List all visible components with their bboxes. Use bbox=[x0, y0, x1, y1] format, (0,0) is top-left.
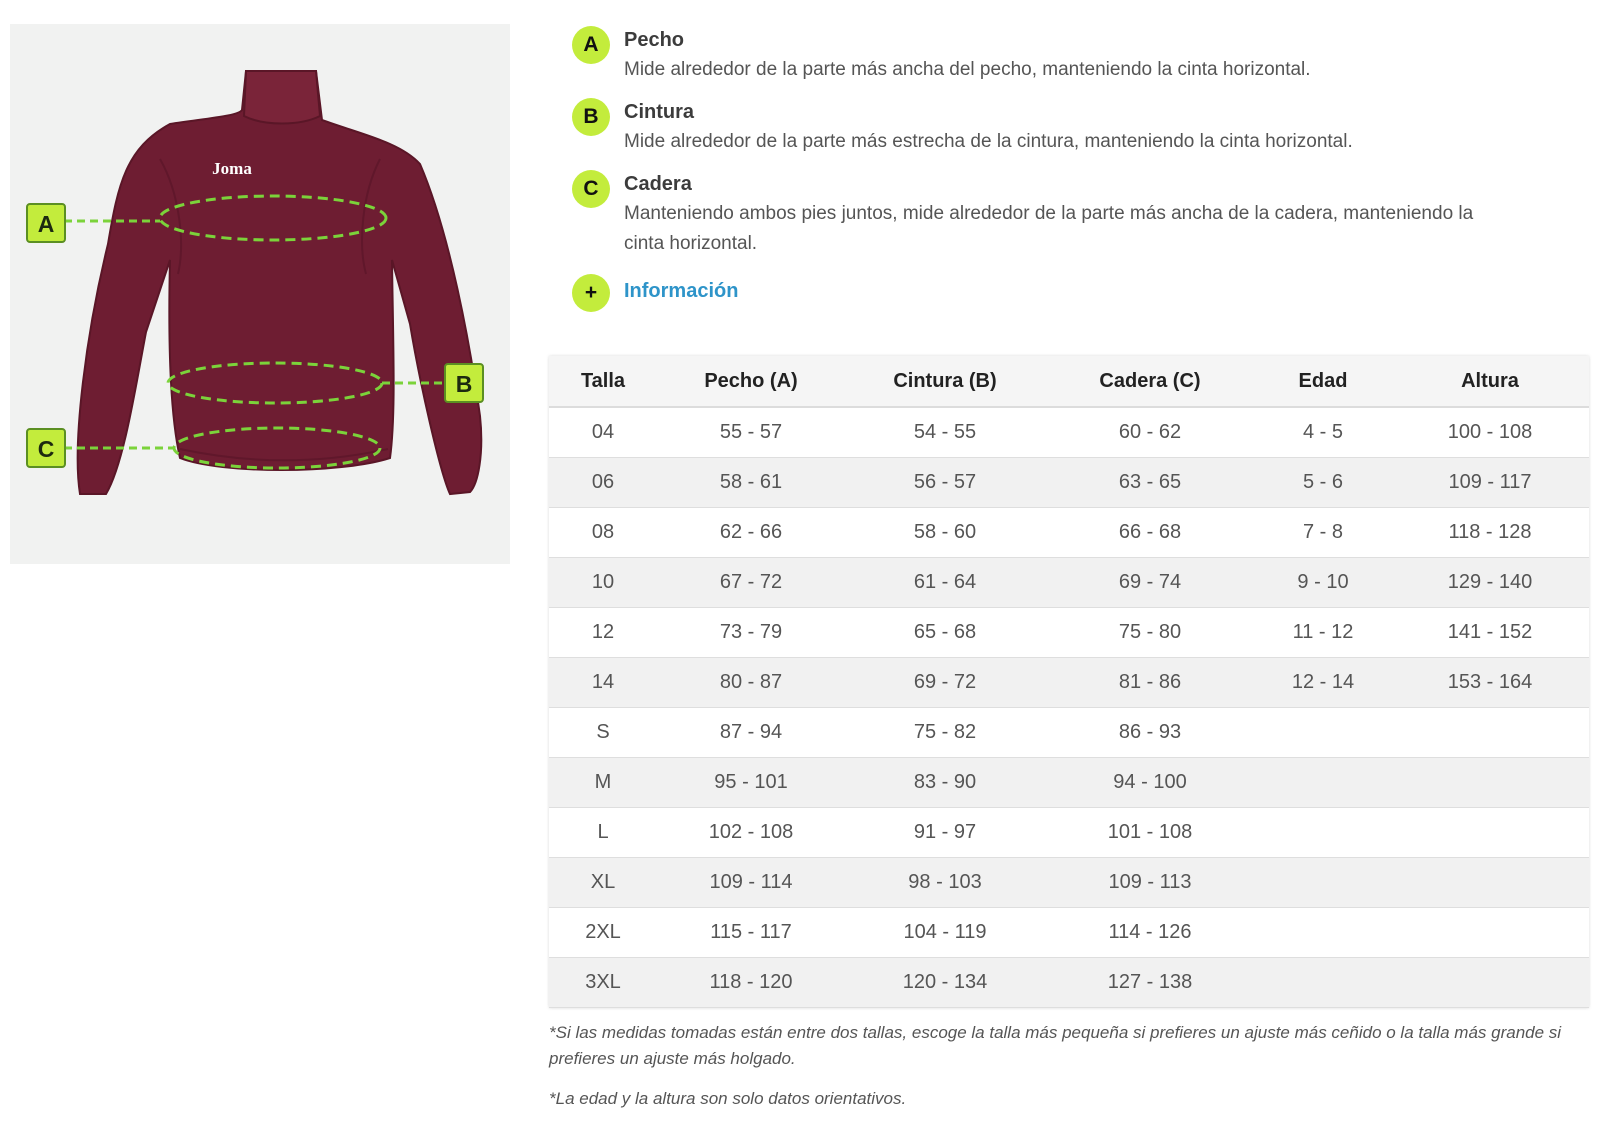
svg-text:A: A bbox=[37, 211, 55, 237]
table-cell: 94 - 100 bbox=[1045, 758, 1255, 808]
size-table bbox=[549, 356, 1589, 1008]
table-cell: 98 - 103 bbox=[845, 858, 1045, 908]
table-cell: 153 - 164 bbox=[1391, 658, 1589, 708]
table-cell bbox=[1255, 858, 1391, 908]
table-cell: 11 - 12 bbox=[1255, 608, 1391, 658]
table-cell: 4 - 5 bbox=[1255, 407, 1391, 458]
table-cell: 9 - 10 bbox=[1255, 558, 1391, 608]
measurement-figure bbox=[10, 24, 510, 564]
jacket-illustration bbox=[10, 24, 510, 564]
table-cell: 66 - 68 bbox=[1045, 508, 1255, 558]
table-cell: 04 bbox=[549, 407, 657, 458]
table-cell: 118 - 120 bbox=[657, 958, 845, 1008]
table-cell: XL bbox=[549, 858, 657, 908]
table-cell: 83 - 90 bbox=[845, 758, 1045, 808]
table-cell: 129 - 140 bbox=[1391, 558, 1589, 608]
table-row bbox=[549, 708, 1589, 758]
table-row bbox=[549, 558, 1589, 608]
table-cell: 12 - 14 bbox=[1255, 658, 1391, 708]
table-cell: 104 - 119 bbox=[845, 908, 1045, 958]
brand-logo: Joma bbox=[212, 159, 252, 178]
legend-title: Cintura bbox=[624, 101, 694, 123]
table-cell: M bbox=[549, 758, 657, 808]
table-cell: 75 - 82 bbox=[845, 708, 1045, 758]
table-cell: 101 - 108 bbox=[1045, 808, 1255, 858]
table-cell: 61 - 64 bbox=[845, 558, 1045, 608]
table-cell: 06 bbox=[549, 458, 657, 508]
table-cell bbox=[1391, 758, 1589, 808]
legend-desc: Mide alrededor de la parte más ancha del pecho, manteniendo la cinta horizontal. bbox=[624, 59, 1311, 80]
table-cell: 80 - 87 bbox=[657, 658, 845, 708]
table-cell: 109 - 113 bbox=[1045, 858, 1255, 908]
table-cell: 114 - 126 bbox=[1045, 908, 1255, 958]
legend-item-chest bbox=[572, 26, 1572, 98]
table-cell: 100 - 108 bbox=[1391, 407, 1589, 458]
table-cell: 127 - 138 bbox=[1045, 958, 1255, 1008]
legend-item-hip bbox=[572, 170, 1504, 274]
table-cell bbox=[1255, 708, 1391, 758]
table-cell: 14 bbox=[549, 658, 657, 708]
legend-desc: Mide alrededor de la parte más estrecha de la cintura, manteniendo la cinta horizontal. bbox=[624, 131, 1353, 152]
table-cell: 120 - 134 bbox=[845, 958, 1045, 1008]
table-row bbox=[549, 808, 1589, 858]
table-cell: 60 - 62 bbox=[1045, 407, 1255, 458]
table-row bbox=[549, 958, 1589, 1008]
table-cell: 118 - 128 bbox=[1391, 508, 1589, 558]
legend-title: Pecho bbox=[624, 29, 685, 51]
table-cell: L bbox=[549, 808, 657, 858]
hip-badge: C bbox=[572, 170, 610, 208]
table-row bbox=[549, 407, 1589, 458]
table-row bbox=[549, 508, 1589, 558]
table-cell: 12 bbox=[549, 608, 657, 658]
table-cell bbox=[1255, 758, 1391, 808]
measurement-legend bbox=[572, 26, 1572, 314]
header-chest: Pecho (A) bbox=[657, 356, 845, 407]
fit-note: *Si las medidas tomadas están entre dos tallas, escoge la talla más pequeña si prefieres un ajuste más ceñido o la talla más grande si prefieres un ajuste más holgado. bbox=[549, 1023, 1562, 1068]
table-cell: 7 - 8 bbox=[1255, 508, 1391, 558]
table-cell: 86 - 93 bbox=[1045, 708, 1255, 758]
svg-text:B: B bbox=[455, 371, 473, 397]
table-cell: 95 - 101 bbox=[657, 758, 845, 808]
table-cell bbox=[1391, 958, 1589, 1008]
chest-badge: A bbox=[572, 26, 610, 64]
table-cell: 81 - 86 bbox=[1045, 658, 1255, 708]
header-height: Altura bbox=[1391, 356, 1589, 407]
table-row bbox=[549, 858, 1589, 908]
table-row bbox=[549, 908, 1589, 958]
callout-b bbox=[445, 364, 483, 402]
table-cell bbox=[1255, 808, 1391, 858]
header-size: Talla bbox=[549, 356, 657, 407]
table-cell: 87 - 94 bbox=[657, 708, 845, 758]
table-cell: 54 - 55 bbox=[845, 407, 1045, 458]
table-cell: 67 - 72 bbox=[657, 558, 845, 608]
table-cell bbox=[1391, 708, 1589, 758]
header-hip: Cadera (C) bbox=[1045, 356, 1255, 407]
table-header-row bbox=[549, 356, 1589, 407]
svg-text:C: C bbox=[37, 436, 55, 462]
legend-desc: Manteniendo ambos pies juntos, mide alrededor de la parte más ancha de la cadera, manteniendo la cinta horizontal. bbox=[624, 203, 1474, 254]
table-cell: 10 bbox=[549, 558, 657, 608]
header-waist: Cintura (B) bbox=[845, 356, 1045, 407]
orientative-note: *La edad y la altura son solo datos orientativos. bbox=[549, 1089, 907, 1108]
table-cell: 2XL bbox=[549, 908, 657, 958]
table-cell: 62 - 66 bbox=[657, 508, 845, 558]
header-age: Edad bbox=[1255, 356, 1391, 407]
table-row bbox=[549, 758, 1589, 808]
table-row bbox=[549, 608, 1589, 658]
table-cell bbox=[1255, 908, 1391, 958]
table-row bbox=[549, 658, 1589, 708]
table-cell: 115 - 117 bbox=[657, 908, 845, 958]
table-cell: 91 - 97 bbox=[845, 808, 1045, 858]
plus-icon[interactable]: + bbox=[572, 274, 610, 312]
table-cell: 102 - 108 bbox=[657, 808, 845, 858]
table-cell: 109 - 114 bbox=[657, 858, 845, 908]
table-cell: 69 - 74 bbox=[1045, 558, 1255, 608]
table-cell: 5 - 6 bbox=[1255, 458, 1391, 508]
table-cell: 55 - 57 bbox=[657, 407, 845, 458]
jacket-body bbox=[78, 71, 482, 494]
callout-c bbox=[27, 429, 65, 467]
table-row bbox=[549, 458, 1589, 508]
table-cell bbox=[1391, 808, 1589, 858]
table-cell: 3XL bbox=[549, 958, 657, 1008]
table-cell: 56 - 57 bbox=[845, 458, 1045, 508]
table-cell bbox=[1391, 858, 1589, 908]
legend-item-waist bbox=[572, 98, 1572, 170]
table-cell: 75 - 80 bbox=[1045, 608, 1255, 658]
table-cell: 63 - 65 bbox=[1045, 458, 1255, 508]
table-cell: 08 bbox=[549, 508, 657, 558]
table-cell bbox=[1255, 958, 1391, 1008]
table-cell: 69 - 72 bbox=[845, 658, 1045, 708]
info-toggle[interactable] bbox=[572, 274, 1572, 314]
table-cell: 58 - 60 bbox=[845, 508, 1045, 558]
table-cell: 109 - 117 bbox=[1391, 458, 1589, 508]
waist-badge: B bbox=[572, 98, 610, 136]
table-cell: 65 - 68 bbox=[845, 608, 1045, 658]
table-cell: 58 - 61 bbox=[657, 458, 845, 508]
table-cell: 73 - 79 bbox=[657, 608, 845, 658]
table-cell: S bbox=[549, 708, 657, 758]
table-cell: 141 - 152 bbox=[1391, 608, 1589, 658]
table-cell bbox=[1391, 908, 1589, 958]
legend-title: Cadera bbox=[624, 173, 692, 195]
info-link[interactable]: Información bbox=[624, 280, 739, 302]
callout-a bbox=[27, 204, 65, 242]
